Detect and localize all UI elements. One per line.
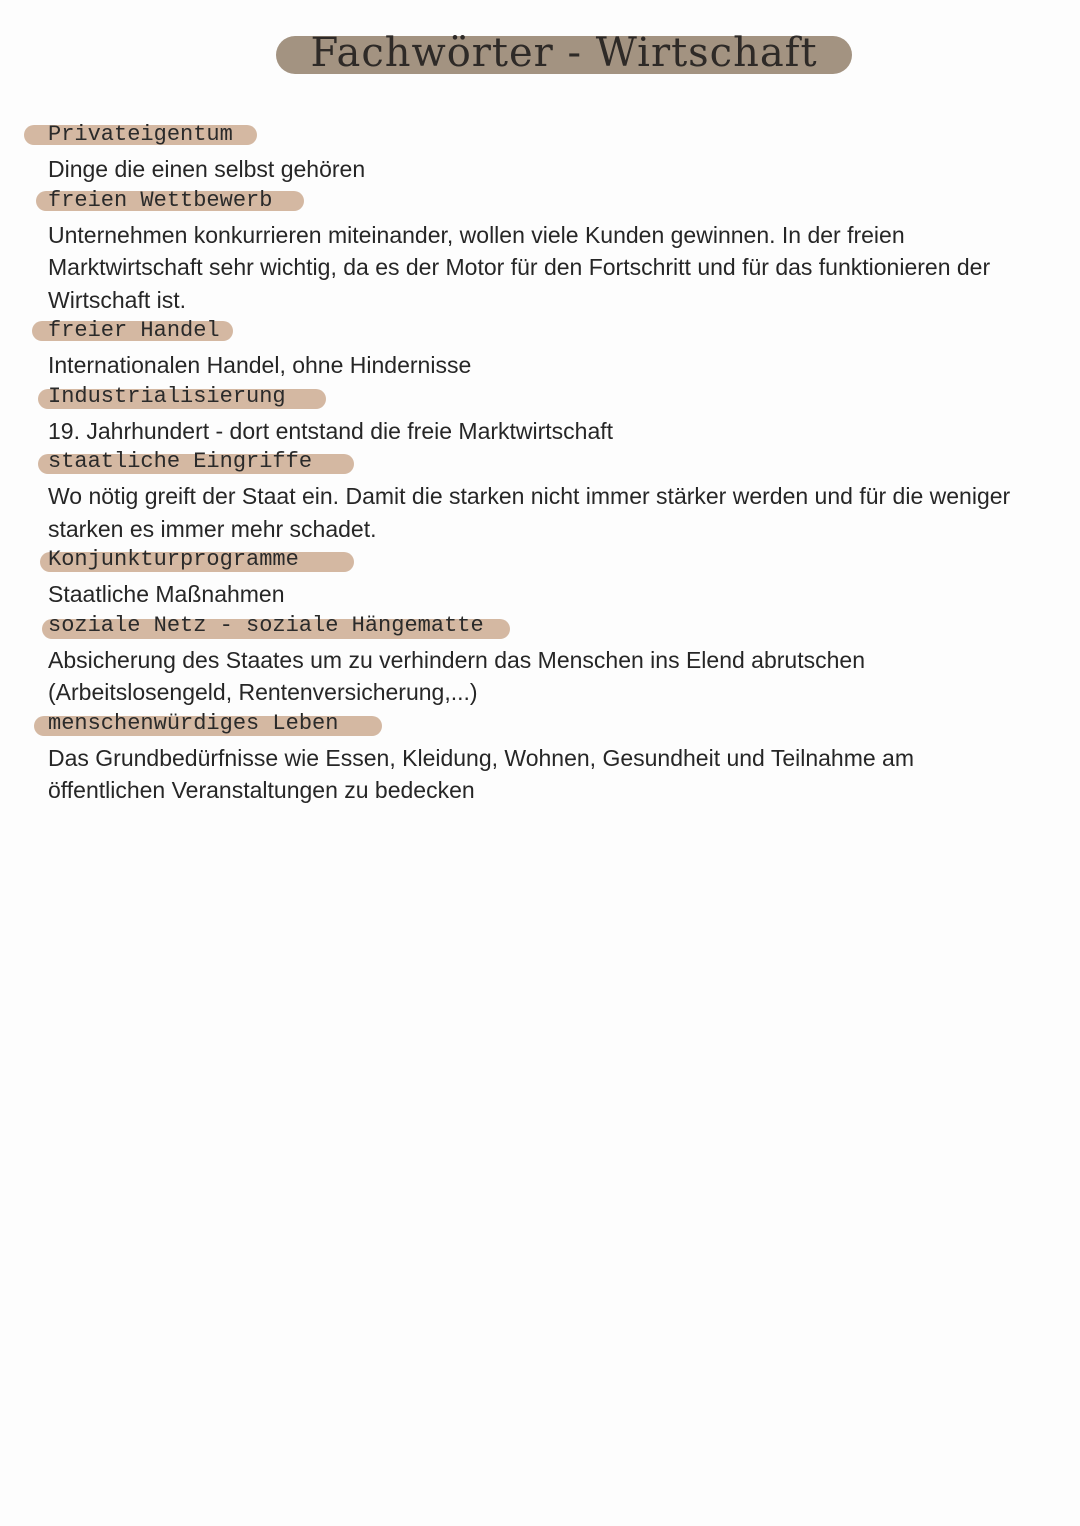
term-label: menschenwürdiges Leben: [48, 710, 339, 736]
term-definition: Staatliche Maßnahmen: [48, 581, 285, 607]
term-definition: Absicherung des Staates um zu verhindern das Menschen ins Elend abrutschen (Arbeitslosengeld, Rentenversicherung,...): [48, 646, 865, 705]
glossary-list: [0, 120, 1080, 807]
term-row: [0, 186, 1080, 219]
term-definition: Das Grundbedürfnisse wie Essen, Kleidung, Wohnen, Gesundheit und Teilnahme am öffentlichen Veranstaltungen zu bedecken: [48, 744, 915, 803]
term-row: [0, 545, 1080, 578]
term-definition: Internationalen Handel, ohne Hindernisse: [48, 352, 472, 378]
term-row: [0, 709, 1080, 742]
term-label: Konjunkturprogramme: [48, 547, 299, 572]
term-label: Privateigentum: [48, 122, 233, 147]
term-row: [0, 382, 1080, 415]
term-row: [0, 316, 1080, 349]
term-definition: Wo nötig greift der Staat ein. Damit die starken nicht immer stärker werden und für die weniger starken es immer mehr schadet.: [48, 483, 1011, 542]
term-label: Industrialisierung: [48, 383, 286, 409]
term-row: [0, 611, 1080, 644]
term-row: [0, 447, 1080, 480]
term-definition: Unternehmen konkurrieren miteinander, wollen viele Kunden gewinnen. In der freien Marktwirtschaft sehr wichtig, da es der Motor für den Fortschritt und für das funktionieren der Wirtschaft ist.: [48, 221, 991, 313]
term-label: freien Wettbewerb: [48, 187, 273, 213]
term-row: [0, 120, 1080, 153]
term-label: staatliche Eingriffe: [48, 449, 313, 474]
term-definition: Dinge die einen selbst gehören: [48, 156, 366, 182]
page-title-text: Fachwörter - Wirtschaft: [310, 30, 818, 76]
page-title: [276, 30, 852, 76]
term-definition: 19. Jahrhundert - dort entstand die freie Marktwirtschaft: [48, 417, 614, 444]
term-label: freier Handel: [48, 318, 220, 343]
term-label: soziale Netz - soziale Hängematte: [48, 612, 484, 638]
